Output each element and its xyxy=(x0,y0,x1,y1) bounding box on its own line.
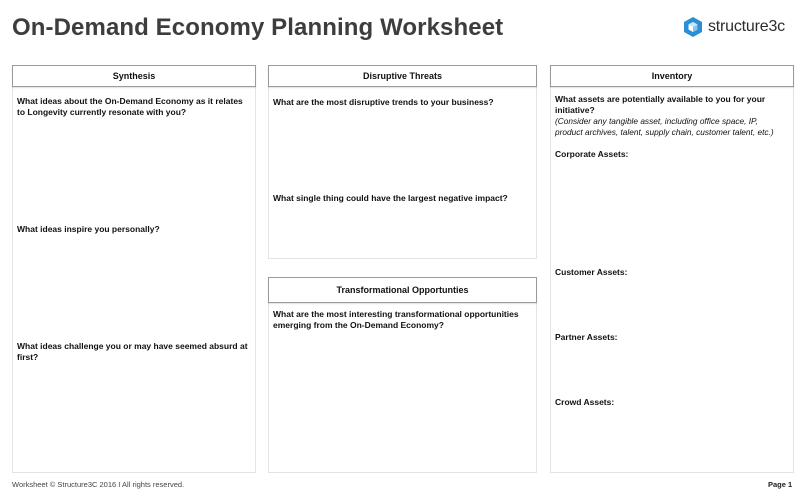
hexagon-cube-icon xyxy=(683,16,703,38)
inventory-assets-note: (Consider any tangible asset, including office space, IP, product archives, talent, supply chain, customer talent, etc.) xyxy=(555,116,774,137)
inventory-corporate-assets: Corporate Assets: xyxy=(555,149,629,159)
inventory-heading: Inventory xyxy=(550,65,794,87)
inventory-question-assets: What assets are potentially available to you for your initiative? xyxy=(555,94,766,115)
inventory-customer-assets: Customer Assets: xyxy=(555,267,628,277)
threats-heading: Disruptive Threats xyxy=(268,65,537,87)
page-number: Page 1 xyxy=(768,480,793,489)
synthesis-heading: Synthesis xyxy=(12,65,256,87)
threats-panel xyxy=(268,65,537,259)
brand-name: structure3c xyxy=(708,18,785,35)
opportunities-question: What are the most interesting transformational opportunities emerging from the On-Demand Economy? xyxy=(273,309,519,330)
opportunities-heading: Transformational Opportunties xyxy=(268,277,537,303)
inventory-crowd-assets: Crowd Assets: xyxy=(555,397,615,407)
brand-logo xyxy=(683,16,785,38)
inventory-partner-assets: Partner Assets: xyxy=(555,332,618,342)
threats-question-negative-impact: What single thing could have the largest negative impact? xyxy=(273,193,508,203)
threats-question-trends: What are the most disruptive trends to your business? xyxy=(273,97,494,107)
page-title: On-Demand Economy Planning Worksheet xyxy=(12,14,504,41)
synthesis-question-challenge: What ideas challenge you or may have seemed absurd at first? xyxy=(17,341,248,362)
synthesis-panel xyxy=(12,65,256,473)
footer-copyright: Worksheet © Structure3C 2016 I All rights reserved. xyxy=(12,480,185,489)
synthesis-question-resonate: What ideas about the On-Demand Economy as it relates to Longevity currently resonate with you? xyxy=(17,96,243,117)
synthesis-question-inspire: What ideas inspire you personally? xyxy=(17,224,160,234)
opportunities-panel xyxy=(268,277,537,473)
